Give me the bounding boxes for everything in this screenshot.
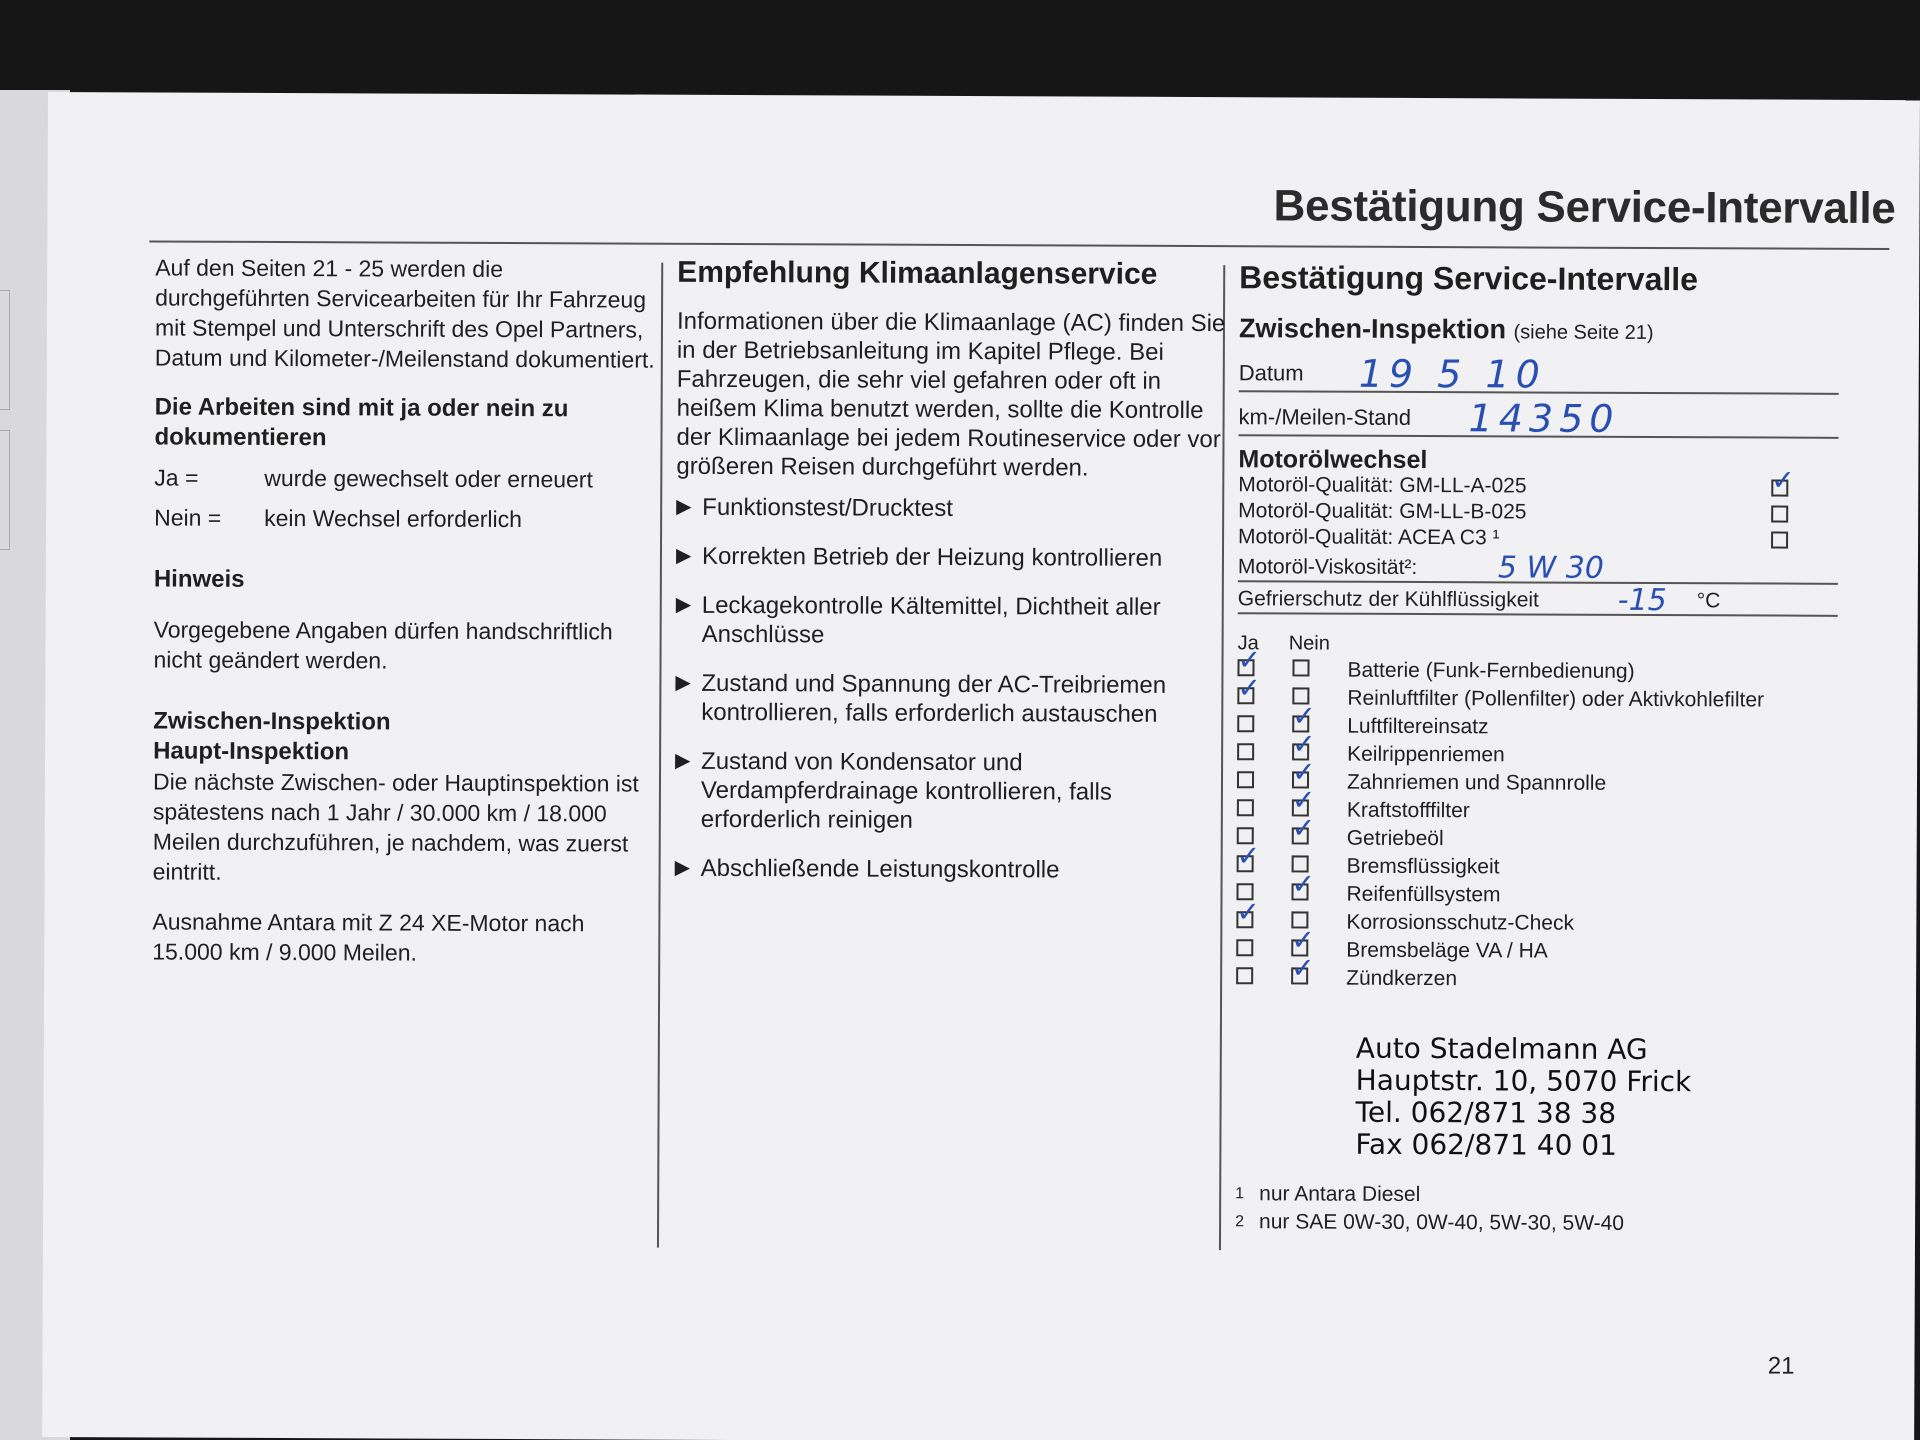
exception-text: Ausnahme Antara mit Z 24 XE-Motor nach 15.000 km / 9.000 Meilen. (152, 908, 585, 966)
list-item-text: Zustand von Kondensator und Verdampferdrainage kontrollieren, falls erforderlich reinigen (700, 747, 1112, 834)
footnote-mark: 1 (1235, 1185, 1245, 1203)
ja-cell (1237, 769, 1292, 795)
checklist-row (1237, 768, 1837, 799)
checklist-label: Reinluftfilter (Pollenfilter) oder Aktivkohlefilter (1347, 686, 1765, 712)
ja-cell (1236, 909, 1291, 935)
column-service-confirmation (1235, 257, 1839, 1239)
ac-checklist (675, 493, 1237, 885)
triangle-bullet-icon: ▶ (675, 544, 692, 567)
list-item-text: Funktionstest/Drucktest (702, 493, 954, 522)
checklist-row (1237, 684, 1837, 715)
list-item-text: Korrekten Betrieb der Heizung kontrollieren (701, 542, 1163, 572)
nein-cell (1292, 825, 1347, 851)
list-item (675, 854, 1235, 885)
subtitle-note: (siehe Seite 21) (1513, 321, 1654, 345)
page-number: 21 (1767, 1352, 1795, 1380)
ja-cell (1237, 685, 1292, 711)
definition-ja (154, 462, 654, 494)
ja-checkbox[interactable] (1236, 911, 1253, 928)
definition-value: wurde gewechselt oder erneuert (264, 464, 593, 493)
checklist-row (1236, 908, 1836, 939)
stamp-line: Hauptstr. 10, 5070 Frick (1355, 1063, 1692, 1099)
field-label: km-/Meilen-Stand (1238, 404, 1412, 430)
nein-cell (1291, 881, 1346, 907)
definition-nein (154, 502, 654, 534)
checklist-label: Bremsbeläge VA / HA (1346, 938, 1548, 963)
nein-checkbox[interactable] (1292, 827, 1309, 844)
triangle-bullet-icon: ▶ (676, 495, 692, 518)
confirmation-title: Bestätigung Service-Intervalle (1239, 259, 1699, 298)
service-checklist (1236, 656, 1837, 995)
nein-cell (1292, 657, 1347, 683)
checklist-row (1237, 656, 1837, 687)
checklist-label: Kraftstofffilter (1346, 798, 1470, 823)
checklist-row (1236, 964, 1836, 995)
page-tab (0, 290, 10, 410)
stamp-line: Tel. 062/871 38 38 (1355, 1095, 1617, 1130)
handwritten-viscosity: 5 W 30 (1497, 550, 1605, 586)
page-header: Bestätigung Service-Intervalle (1273, 181, 1896, 234)
ja-checkbox[interactable] (1237, 715, 1254, 732)
triangle-bullet-icon: ▶ (675, 749, 691, 772)
footnote (1235, 1180, 1835, 1211)
hinweis-text: Vorgegebene Angaben dürfen handschriftlich nicht geändert werden. (153, 616, 613, 674)
nein-header: Nein (1288, 632, 1330, 655)
checklist-label: Getriebeöl (1346, 826, 1444, 851)
header-rule (149, 240, 1889, 250)
instructions-heading: Die Arbeiten sind mit ja oder nein zu dokumentieren (154, 393, 569, 452)
ja-header: Ja (1237, 632, 1259, 655)
column-instructions (152, 252, 655, 968)
oil-quality-row (1238, 524, 1838, 553)
list-item (675, 747, 1235, 836)
ja-cell (1237, 797, 1292, 823)
nein-checkbox[interactable] (1292, 659, 1309, 676)
list-item-text: Zustand und Spannung der AC-Treibriemen kontrollieren, falls erforderlich austauschen (701, 669, 1167, 728)
list-item (675, 669, 1235, 729)
definition-key: Nein = (154, 504, 222, 531)
ja-cell (1237, 741, 1292, 767)
triangle-bullet-icon: ▶ (675, 593, 692, 616)
checklist-row (1237, 796, 1837, 827)
handwritten-mileage: 14350 (1468, 396, 1620, 441)
ja-cell (1237, 713, 1292, 739)
footnote-mark: 2 (1235, 1213, 1245, 1231)
field-label: Gefrierschutz der Kühlflüssigkeit (1237, 587, 1539, 612)
checklist-row (1237, 824, 1837, 855)
triangle-bullet-icon: ▶ (674, 856, 691, 879)
ja-cell (1237, 853, 1292, 879)
checklist-row (1237, 852, 1837, 883)
ja-nein-header (1238, 630, 1838, 659)
nein-cell (1291, 965, 1346, 991)
checklist-row (1236, 880, 1836, 911)
viscosity-field[interactable] (1238, 550, 1838, 585)
zwischen-inspektion-title: Zwischen-Inspektion (153, 707, 391, 736)
list-item (676, 591, 1236, 651)
footnote-text: nur Antara Diesel (1259, 1182, 1421, 1206)
checklist-label: Zündkerzen (1346, 966, 1458, 991)
checklist-label: Luftfiltereinsatz (1347, 714, 1489, 739)
definition-key: Ja = (154, 464, 199, 491)
antifreeze-field[interactable] (1238, 582, 1838, 617)
nein-checkbox[interactable] (1291, 883, 1308, 900)
stamp-line: Fax 062/871 40 01 (1355, 1127, 1618, 1162)
handwritten-date: 19 5 10 (1358, 351, 1546, 397)
oil-quality-label: Motoröl-Qualität: ACEA C3 ¹ (1238, 525, 1500, 550)
page-tab (0, 430, 10, 550)
ac-service-title: Empfehlung Klimaanlagenservice (677, 255, 1158, 291)
oil-quality-row (1238, 472, 1838, 501)
list-item (676, 542, 1236, 573)
checklist-label: Bremsflüssigkeit (1346, 854, 1500, 879)
field-label: Datum (1238, 360, 1304, 386)
list-item-text: Leckagekontrolle Kältemittel, Dichtheit aller Anschlüsse (701, 591, 1161, 649)
ja-cell (1236, 937, 1291, 963)
footnote-text: nur SAE 0W-30, 0W-40, 5W-30, 5W-40 (1259, 1210, 1625, 1235)
checklist-label: Zahnriemen und Spannrolle (1346, 770, 1607, 795)
triangle-bullet-icon: ▶ (675, 671, 691, 694)
unit-label: °C (1696, 589, 1721, 613)
ja-checkbox[interactable] (1237, 687, 1254, 704)
definition-value: kein Wechsel erforderlich (264, 504, 522, 533)
column-ac-service (674, 255, 1237, 905)
ja-checkbox[interactable] (1237, 855, 1254, 872)
ja-checkbox[interactable] (1237, 743, 1254, 760)
ja-checkbox[interactable] (1236, 967, 1253, 984)
oil-quality-label: Motoröl-Qualität: GM-LL-A-025 (1238, 473, 1527, 498)
list-item (676, 493, 1236, 524)
km-field[interactable] (1239, 392, 1839, 439)
intro-text: Auf den Seiten 21 - 25 werden die durchgeführten Servicearbeiten für Ihr Fahrzeug mit Stempel und Unterschrift des Opel Partners, Datum und Kilometer-/Meilenstand dokumentiert. (154, 254, 655, 373)
checklist-label: Korrosionsschutz-Check (1346, 910, 1575, 935)
nein-checkbox[interactable] (1291, 967, 1308, 984)
checklist-label: Reifenfüllsystem (1346, 882, 1501, 907)
list-item-text: Abschließende Leistungskontrolle (700, 854, 1060, 884)
ja-checkbox[interactable] (1237, 771, 1254, 788)
inspection-interval-text: Die nächste Zwischen- oder Hauptinspektion ist spätestens nach 1 Jahr / 30.000 km / 18.000 Meilen durchzuführen, je nachdem, was zuerst eintritt. (152, 768, 639, 885)
ja-checkbox[interactable] (1237, 799, 1254, 816)
oil-quality-row (1238, 498, 1838, 527)
datum-field[interactable] (1239, 348, 1839, 395)
oil-quality-label: Motoröl-Qualität: GM-LL-B-025 (1238, 499, 1527, 524)
checkbox[interactable] (1771, 479, 1788, 496)
oil-change-title: Motorölwechsel (1238, 445, 1428, 475)
footnote (1235, 1208, 1835, 1239)
checkbox[interactable] (1771, 531, 1788, 548)
checklist-row (1236, 936, 1836, 967)
dealer-stamp (1355, 1033, 1836, 1163)
haupt-inspektion-title: Haupt-Inspektion (153, 737, 350, 766)
subtitle-text: Zwischen-Inspektion (1238, 313, 1507, 345)
handwritten-temperature: -15 (1617, 582, 1667, 619)
inspection-subtitle (1239, 311, 1839, 351)
booklet-page (42, 92, 1920, 1440)
checklist-row (1237, 712, 1837, 743)
column-divider (657, 263, 663, 1248)
hinweis-title: Hinweis (153, 565, 245, 593)
checkbox[interactable] (1771, 505, 1788, 522)
ja-cell (1236, 965, 1291, 991)
footnotes (1235, 1180, 1835, 1239)
checklist-label: Keilrippenriemen (1347, 742, 1505, 767)
ac-intro-text: Informationen über die Klimaanlage (AC) finden Sie in der Betriebsanleitung im Kapitel Pflege. Bei Fahrzeugen, die sehr viel gefahren oder oft in heißem Klima benutzt werden, sollte die Kontrolle der Klimaanlage bei jedem Routineservice oder vor größeren Reisen durchgeführt werden. (676, 307, 1226, 482)
checklist-row (1237, 740, 1837, 771)
stamp-line: Auto Stadelmann AG (1355, 1031, 1648, 1066)
field-label: Motoröl-Viskosität²: (1237, 555, 1418, 579)
checklist-label: Batterie (Funk-Fernbedienung) (1347, 658, 1635, 683)
ja-checkbox[interactable] (1236, 939, 1253, 956)
